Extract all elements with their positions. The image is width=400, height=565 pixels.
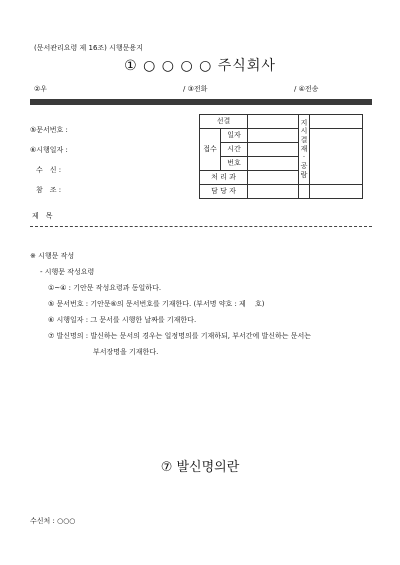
- approval-table: [199, 114, 363, 199]
- instruction-item: [48, 331, 311, 341]
- side-char: 람: [300, 170, 308, 179]
- cheorigwa-cell: 처 리 과: [200, 171, 248, 185]
- seongyeol-cell: 선결: [200, 115, 248, 129]
- instruction-label: ⑦ 발신명의 :: [48, 332, 89, 340]
- approval-side-end: [299, 185, 310, 199]
- side-char: 재: [300, 144, 308, 153]
- instruction-item: [48, 283, 161, 293]
- fax-field: / ④전송: [294, 85, 319, 93]
- instruction-text: 기안문 작성요령과 동일하다.: [73, 284, 162, 292]
- side-char: 공: [300, 162, 308, 171]
- company-title: ① ○ ○ ○ ○ 주식회사: [124, 58, 276, 74]
- subject-divider: [30, 226, 372, 227]
- side-char: 결: [300, 135, 308, 144]
- beonho-cell: 번호: [221, 157, 248, 171]
- sender-title: ⑦ 발신명의란: [160, 460, 240, 475]
- postal-field: ②우: [34, 85, 48, 93]
- reference-field: 참 조 :: [36, 186, 62, 194]
- beonho-value: [248, 157, 299, 171]
- damdangja-cell: 담 당 자: [200, 185, 248, 199]
- jeopsu-cell: 접수: [200, 129, 221, 171]
- document-note: (문서관리요령 제 16조) 시행문용지: [34, 44, 143, 52]
- date-field: ⑥시행일자 :: [30, 146, 68, 154]
- ilja-value: [248, 129, 299, 143]
- sigan-value: [248, 143, 299, 157]
- instruction-item: [48, 299, 265, 309]
- instructions-heading: ※ 시행문 작성: [30, 252, 75, 260]
- instruction-item: [48, 315, 196, 325]
- instruction-text: 그 문서를 시행한 날짜를 기재한다.: [90, 316, 197, 324]
- approval-box: [310, 129, 363, 185]
- recipient-field: 수 신 :: [36, 166, 62, 174]
- ilja-cell: 일자: [221, 129, 248, 143]
- recipient-list: 수신처 : ○○○: [30, 517, 76, 525]
- subject-field: 제 목: [32, 212, 53, 220]
- instruction-label: ①~④ :: [48, 284, 71, 292]
- approval-box: [310, 115, 363, 129]
- header-divider: [30, 99, 372, 105]
- side-char: 시: [300, 127, 308, 136]
- phone-field: / ③전화: [183, 85, 208, 93]
- approval-box: [310, 185, 363, 199]
- instruction-text: 기안문⑥의 문서번호를 기재한다. (부서명 약호 : 제 호): [90, 300, 265, 308]
- doc-number-field: ⑤문서번호 :: [30, 126, 68, 134]
- sigan-cell: 시간: [221, 143, 248, 157]
- damdangja-value: [248, 185, 299, 199]
- cheorigwa-value: [248, 171, 299, 185]
- side-char: 지: [300, 118, 308, 127]
- approval-side-label: [299, 115, 310, 185]
- instruction-label: ⑥ 시행일자 :: [48, 316, 89, 324]
- instruction-continuation: 부서장명을 기재한다.: [93, 348, 159, 356]
- instructions-subheading: - 시행문 작성요령: [40, 268, 95, 276]
- seongyeol-value: [248, 115, 299, 129]
- instruction-text: 발신하는 문서의 경우는 일정명의를 기재하되, 부서간에 발신하는 문서는: [90, 332, 312, 340]
- instruction-label: ⑤ 문서번호 :: [48, 300, 89, 308]
- side-char: ·: [302, 153, 306, 162]
